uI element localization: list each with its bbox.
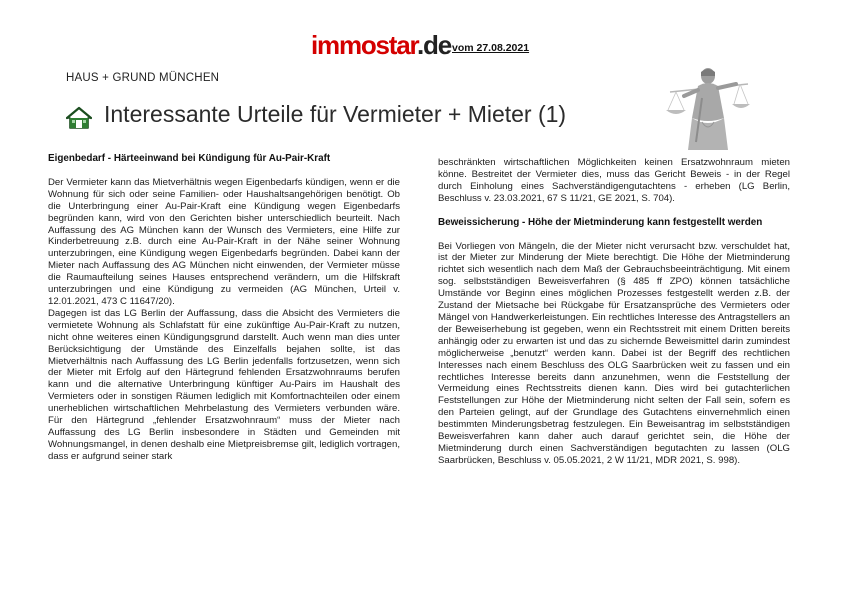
house-icon [66,106,92,130]
publication-date: vom 27.08.2021 [452,42,530,54]
article-paragraph: Der Vermieter kann das Mietverhältnis wegen Eigenbedarfs kündigen, wenn er die Wohnung für sich oder seine Familien- oder Haushaltsangehörigen benötigt. Ob die Unterbringung einer Au-Pair-Kraft eine Kündigung wegen Eigenbedarfs begründen kann, wird von den Gerichten bisher unterschiedlich beurteilt. Nach Auffassung des AG München kann der Wunsch des Vermieters, eine Hilfe zur Kinderbetreuung z.B. durch eine Au-Pair-Kraft in der Nähe seiner Wohnung unterzubringen, eine Kündigung wegen Eigenbedarfs begründen. Dabei kann der Mieter nach Auffassung des AG München nicht einwenden, der Vermieter müsse die Raumaufteilung seines Hauses entsprechend verändern, um die Hilfskraft unterzubringen und eine Kündigung zu vermeiden (AG München, Urteil v. 12.01.2021, 473 C 11647/20). [48,176,400,307]
logo-part-immo: immo [311,30,376,60]
left-column [48,153,400,463]
logo-part-star: star [375,30,418,60]
article-paragraph: beschränkten wirtschaftlichen Möglichkeiten keinen Ersatzwohnraum mieten könne. Bestreitet der Vermieter dies, muss das Gericht Beweis - in der Regel durch Einholung eines Sachverständigengutachtens - erheben (LG Berlin, Beschluss v. 23.03.2021, 67 S 11/21, GE 2021, S. 704). [438,157,790,204]
page-title: Interessante Urteile für Vermieter + Mieter (1) [104,101,567,127]
section-title-eigenbedarf: Eigenbedarf - Härteeinwand bei Kündigung für Au-Pair-Kraft [48,153,331,164]
right-column [438,157,790,467]
article-paragraph: Dagegen ist das LG Berlin der Auffassung, dass die Absicht des Vermieters die vermietete Wohnung als Schlafstatt für eine zukünftige Au-Pair-Kraft zu nutzen, nicht ohne weiteres einen Kündigungsgrund darstellt. Auch wenn man dies unter Berücksichtigung der Umstände des Einzelfalls bejahen sollte, ist das Mietverhältnis nach Auffassung des LG Berlin jedenfalls fortzusetzen, wenn sich der Mieter mit Erfolg auf den Härtegrund fehlenden Ersatzwohnraums berufen kann und die alternative Unterbringung künftiger Au-Pairs im Haushalt des Vermieters oder in sonstigen Räumen lediglich mit Komfortnachteilen oder einem unerheblichen wirtschaftlichen Mehrbelastung des Vermieters verbunden wäre. Für den Härtegrund „fehlender Ersatzwohnraum“ muss der Mieter nach Auffassung des LG Berlin insbesondere in Städten und Gemeinden mit Wohnungsmangel, in denen deshalb eine Mietpreisbremse gilt, lediglich vortragen, dass er aufgrund seiner stark [48,307,400,462]
justitia-statue-image [662,62,782,150]
article-paragraph: Bei Vorliegen von Mängeln, die der Mieter nicht verursacht bzw. verschuldet hat, ist der Mieter zur Minderung der Miete berechtigt. Die Höhe der Mietminderung richtet sich wesentlich nach dem Maß der Gebrauchsbeeinträchtigung. Mit einem sog. selbstständigen Beweisverfahren (§ 485 ff ZPO) können tatsächliche Umstände vor Beginn eines möglichen Prozesses festgestellt werden z.B. der Zustand der Mietsache bei Rückgabe für Ersatzansprüche des Vermieters oder Mängel von Handwerkerleistungen. Ein rechtliches Interesse des Antragstellers an der Beweiserhebung ist gegeben, wenn ein Rechtsstreit mit einem Dritten bereits anhängig oder zu erwarten ist und das zu sichernde Beweismittel darin zumindest möglicherweise „benutzt“ werden kann. Dabei ist der Begriff des rechtlichen Interesses nach einem Beschluss des OLG Saarbrücken weit zu fassen und ein rechtliches Interesse bereits dann anzunehmen, wenn die Feststellung der Vermeidung eines Rechtsstreits dienen kann. Dies wird bei gutachterlichen Feststellungen zur Höhe der Mietminderung nicht selten der Fall sein, sofern es den Parteien gelingt, auf der Grundlage des Gutachtens einvernehmlich einen bestimmten Minderungsbetrag festzulegen. Ein Beweisantrag im selbstständigen Beweisverfahren kann daher auch darauf gerichtet sein, die Höhe der Mietminderung durch einen Sachverständigen begutachten zu lassen (OLG Saarbrücken, Beschluss v. 05.05.2021, 2 W 11/21, MDR 2021, S. 998). [438,240,790,466]
publisher-name: HAUS + GRUND MÜNCHEN [66,72,220,84]
logo-part-domain: .de [417,30,451,60]
immostar-logo [311,30,451,60]
section-title-beweissicherung: Beweissicherung - Höhe der Mietminderung kann festgestellt werden [438,216,763,228]
